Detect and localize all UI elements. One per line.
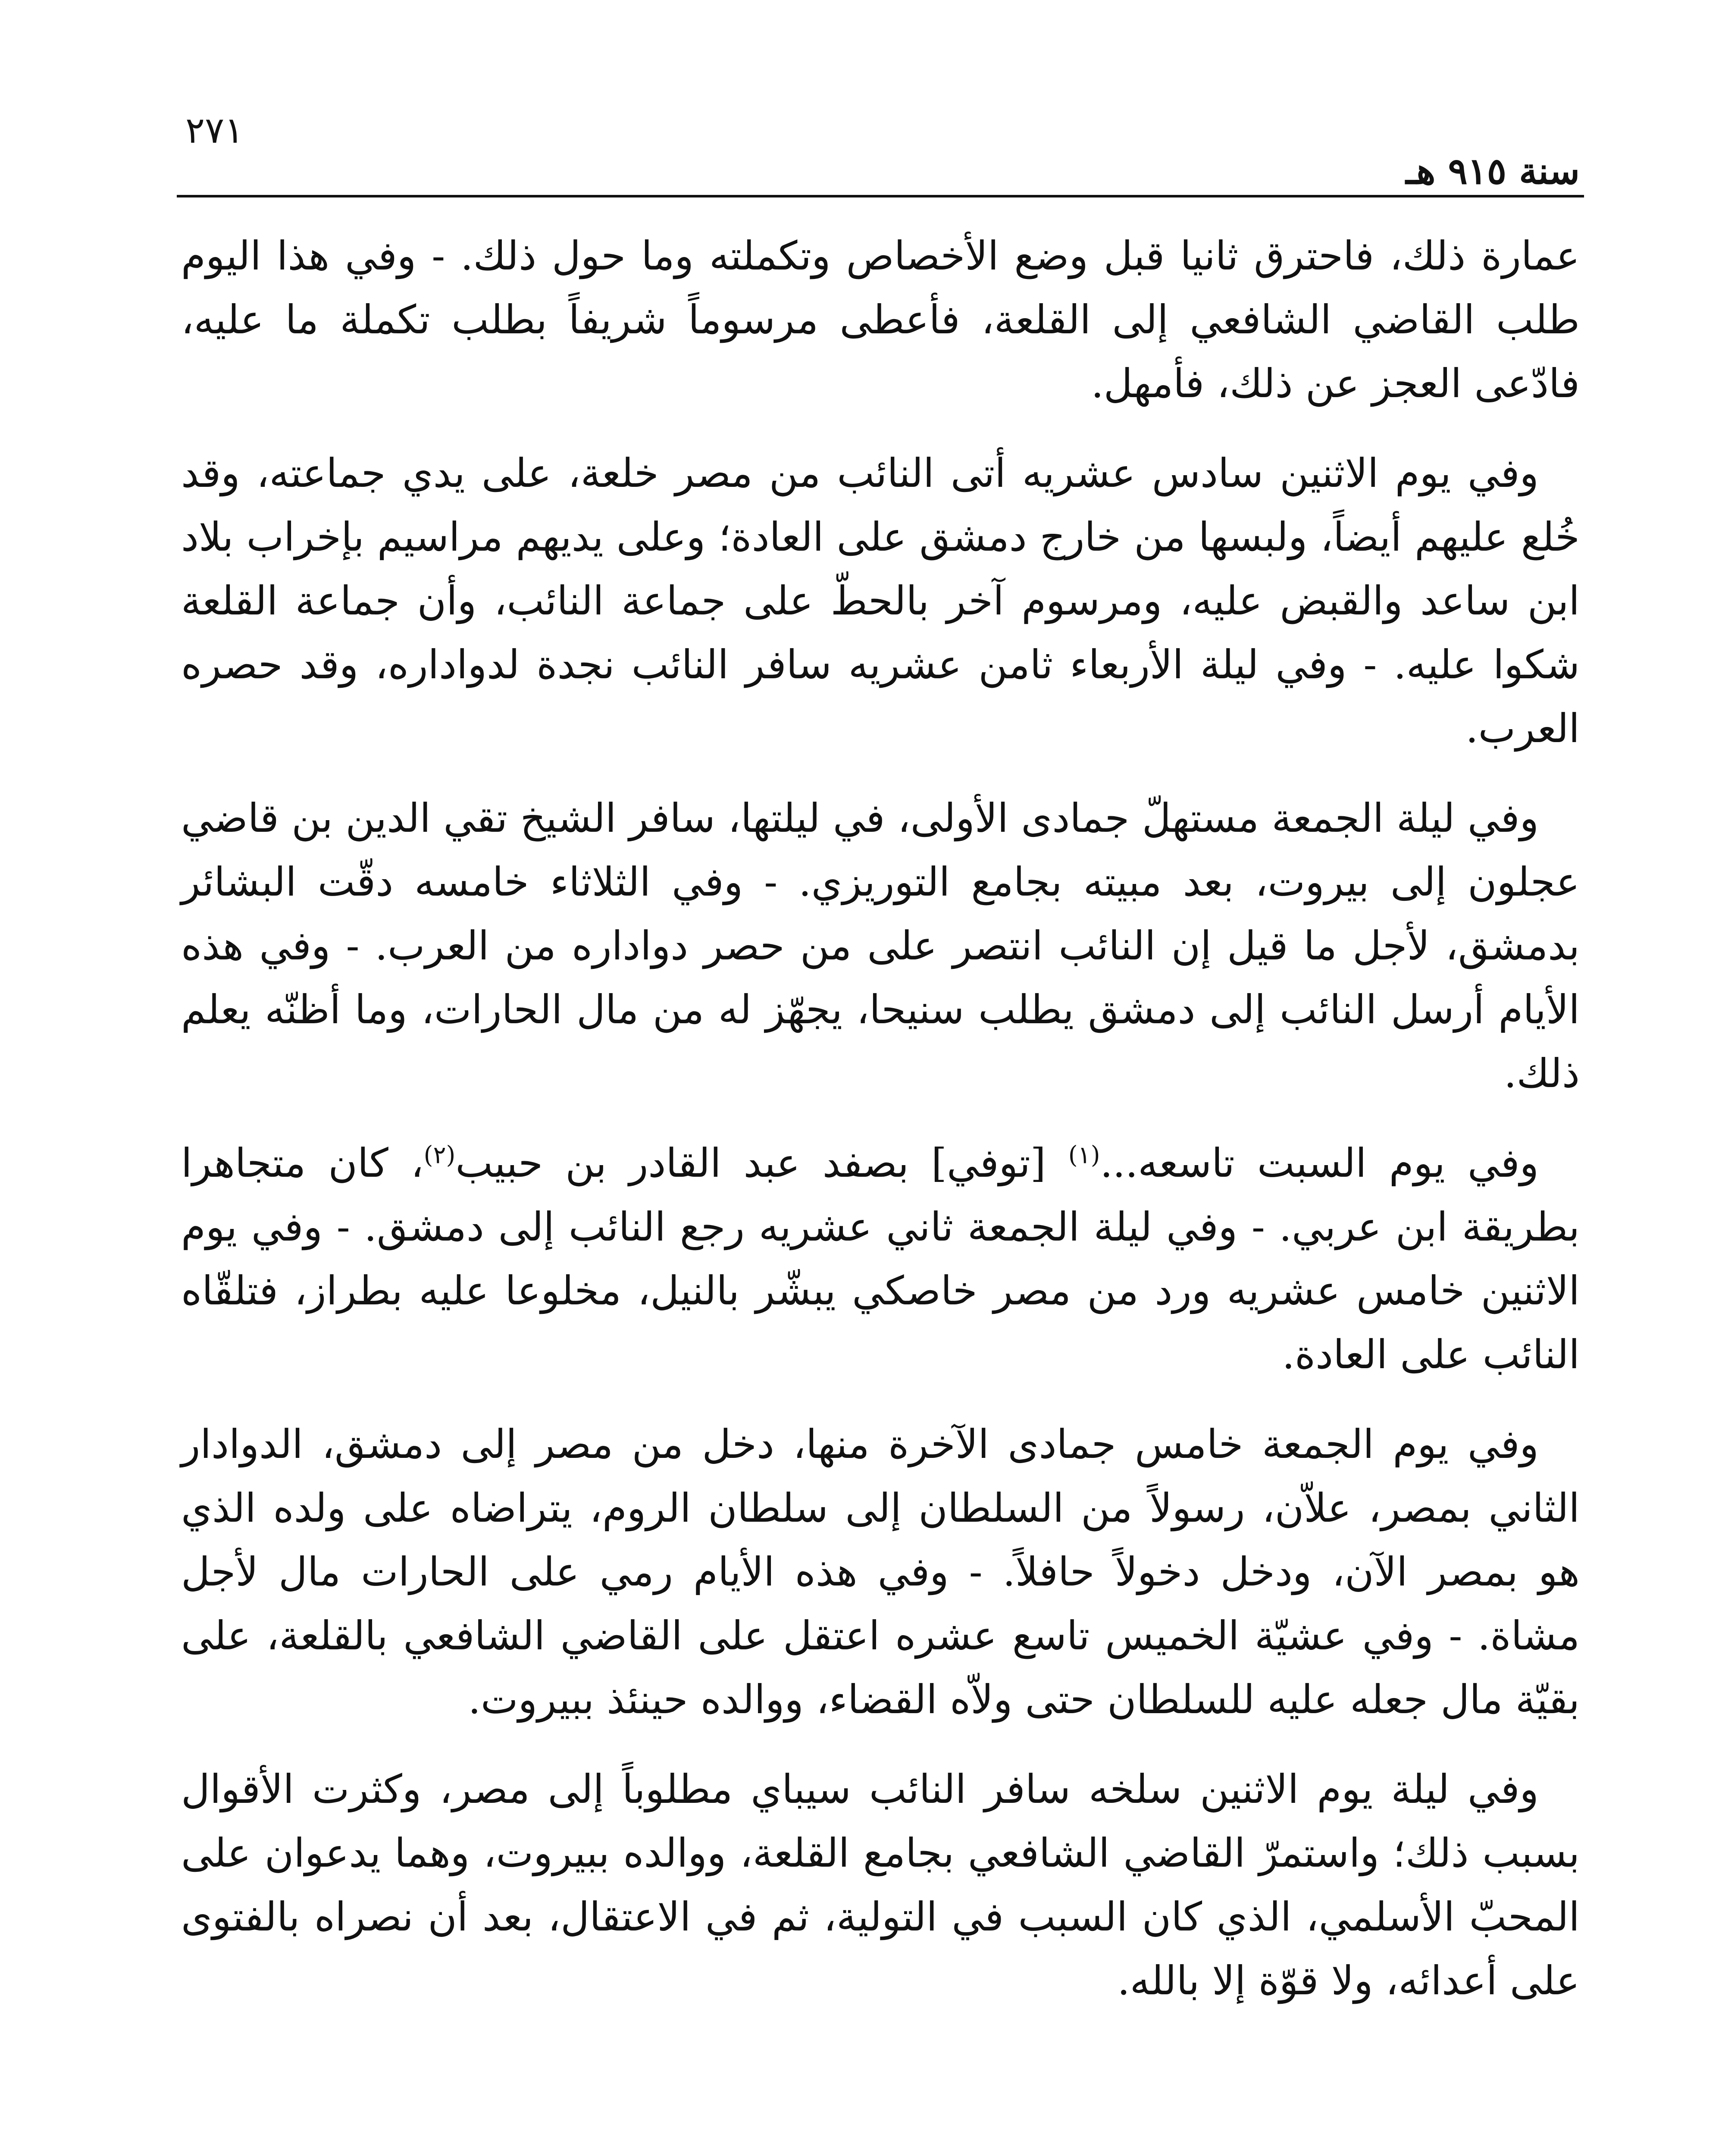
paragraph-2: وفي يوم الاثنين سادس عشريه أتى النائب من مصر خلعة، على يدي جماعته، وقد خُلع عليهم أيضاً، ولبسها من خارج دمشق على العادة؛ وعلى يديهم مراسيم بإخراب بلاد ابن ساعد والقبض عليه، ومرسوم آخر بالحطّ على جماعة النائب، وأن جماعة القلعة شكوا عليه. - وفي ليلة الأربعاء ثامن عشريه سافر النائب نجدة لدواداره، وقد حصره العرب. (181, 450, 1580, 752)
paragraph-1: عمارة ذلك، فاحترق ثانيا قبل وضع الأخصاص وتكملته وما حول ذلك. - وفي هذا اليوم طلب القاضي الشافعي إلى القلعة، فأعطى مرسوماً شريفاً بطلب تكملة ما عليه، فادّعى العجز عن ذلك، فأمهل. (181, 233, 1580, 407)
paragraph-5: وفي يوم الجمعة خامس جمادى الآخرة منها، دخل من مصر إلى دمشق، الدوادار الثاني بمصر، علاّن، رسولاً من السلطان إلى سلطان الروم، يتراضاه على ولده الذي هو بمصر الآن، ودخل دخولاً حافلاً. - وفي هذه الأيام رمي على الحارات مال لأجل مشاة. - وفي عشيّة الخميس تاسع عشره اعتقل على القاضي الشافعي بالقلعة، على بقيّة مال جعله عليه للسلطان حتى ولاّه القضاء، ووالده حينئذ ببيروت. (181, 1421, 1580, 1723)
body-text (181, 224, 1580, 2039)
footnote-ref-2[interactable]: (٢) (423, 1141, 456, 1169)
footnote-ref-1[interactable]: (١) (1068, 1141, 1100, 1169)
page-number: ٢٧١ (185, 109, 244, 151)
paragraph-3: وفي ليلة الجمعة مستهلّ جمادى الأولى، في ليلتها، سافر الشيخ تقي الدين بن قاضي عجلون إلى بيروت، بعد مبيته بجامع التوريزي. - وفي الثلاثاء خامسه دقّت البشائر بدمشق، لأجل ما قيل إن النائب انتصر على من حصر دواداره من العرب. - وفي هذه الأيام أرسل النائب إلى دمشق يطلب سنيحا، يجهّز له من مال الحارات، وما أظنّه يعلم ذلك. (181, 795, 1580, 1097)
paragraph-4-end: ، كان متجاهرا بطريقة ابن عربي. - وفي ليلة الجمعة ثاني عشريه رجع النائب إلى دمشق. - وفي يوم الاثنين خامس عشريه ورد من مصر خاصكي يبشّر بالنيل، مخلوعا عليه بطراز، فتلقّاه النائب على العادة. (181, 1140, 1580, 1378)
header-rule (177, 195, 1584, 197)
running-head: سنة ٩١٥ هـ (1406, 150, 1580, 192)
paragraph-4-start: وفي يوم السبت تاسعه... (1100, 1140, 1539, 1186)
paragraph-4-middle: [توفي] بصفد عبد القادر بن حبيب (455, 1140, 1068, 1186)
paragraph-4 (181, 1131, 1580, 1387)
paragraph-6: وفي ليلة يوم الاثنين سلخه سافر النائب سيباي مطلوباً إلى مصر، وكثرت الأقوال بسبب ذلك؛ واستمرّ القاضي الشافعي بجامع القلعة، ووالده ببيروت، وهما يدعوان على المحبّ الأسلمي، الذي كان السبب في التولية، ثم في الاعتقال، بعد أن نصراه بالفتوى على أعدائه، ولا قوّة إلا بالله. (181, 1766, 1580, 2004)
